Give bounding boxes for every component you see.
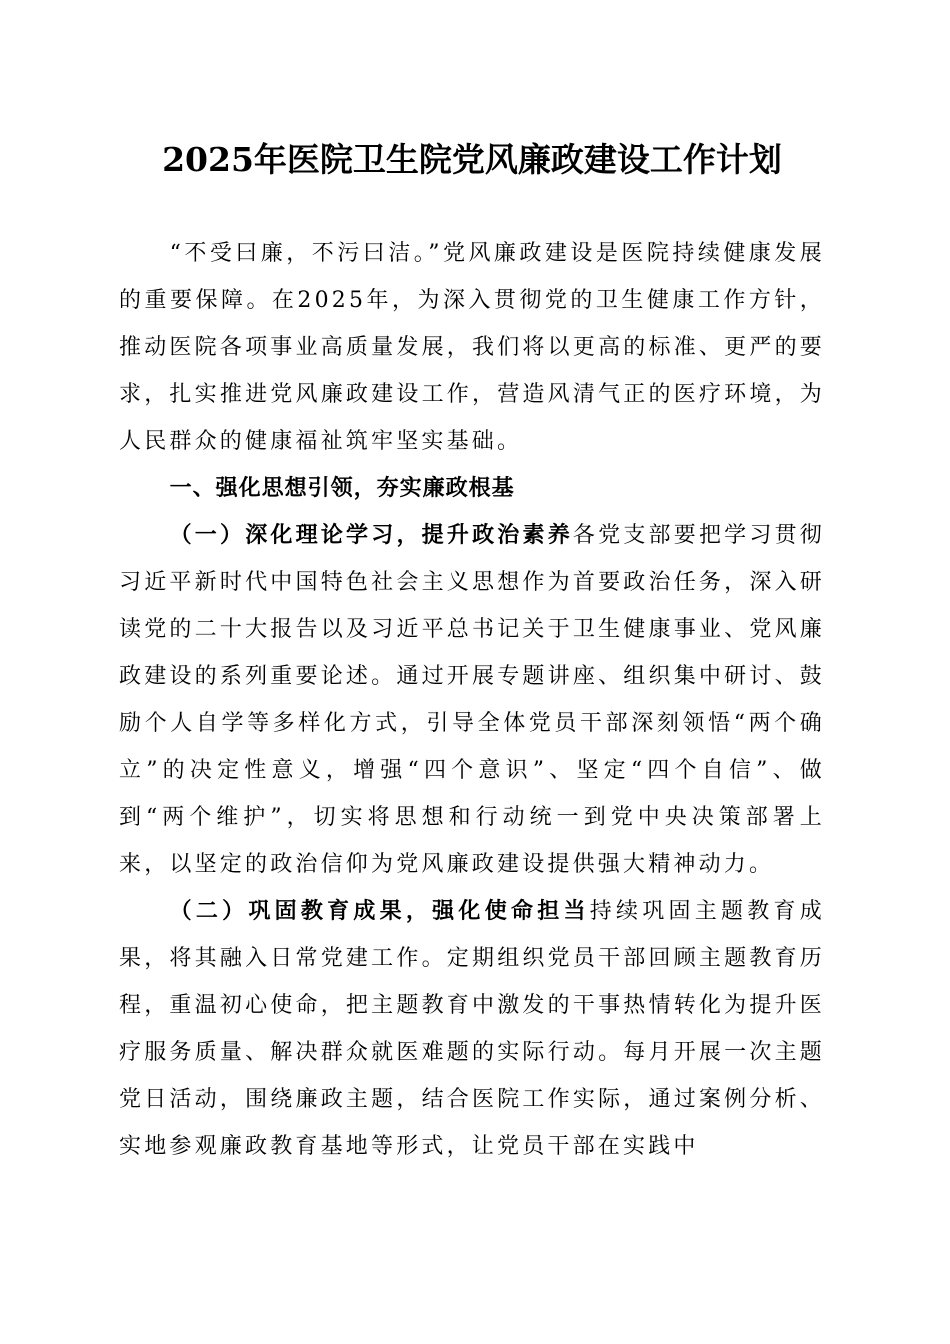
- section-1-item-2-body: 持续巩固主题教育成果，将其融入日常党建工作。定期组织党员干部回顾主题教育历程，重温初心使命，把主题教育中激发的干事热情转化为提升医疗服务质量、解决群众就医难题的实际行动。每月开展一次主题党日活动，围绕廉政主题，结合医院工作实际，通过案例分析、实地参观廉政教育基地等形式，让党员干部在实践中: [119, 899, 825, 1159]
- document-page: [119, 0, 825, 1344]
- document-title: 2025年医院卫生院党风廉政建设工作计划: [162, 140, 782, 179]
- section-1-item-1-paragraph: [119, 512, 825, 888]
- section-1-item-2-lead: （二）巩固教育成果，强化使命担当: [169, 898, 590, 924]
- section-1-item-2-paragraph: [119, 888, 825, 1170]
- section-1-item-1-lead: （一）深化理论学习，提升政治素养: [169, 522, 573, 548]
- section-heading-1: 一、强化思想引领，夯实廉政根基: [169, 476, 515, 501]
- section-1-item-1-body: 各党支部要把学习贯彻习近平新时代中国特色社会主义思想作为首要政治任务，深入研读党的二十大报告以及习近平总书记关于卫生健康事业、党风廉政建设的系列重要论述。通过开展专题讲座、组织集中研讨、鼓励个人自学等多样化方式，引导全体党员干部深刻领悟“两个确立”的决定性意义，增强“四个意识”、坚定“四个自信”、做到“两个维护”，切实将思想和行动统一到党中央决策部署上来，以坚定的政治信仰为党风廉政建设提供强大精神动力。: [119, 523, 825, 877]
- document-body: [119, 230, 825, 1170]
- intro-paragraph: “不受曰廉，不污曰洁。”党风廉政建设是医院持续健康发展的重要保障。在2025年，为深入贯彻党的卫生健康工作方针，推动医院各项事业高质量发展，我们将以更高的标准、更严的要求，扎实推进党风廉政建设工作，营造风清气正的医疗环境，为人民群众的健康福祉筑牢坚实基础。: [119, 241, 825, 454]
